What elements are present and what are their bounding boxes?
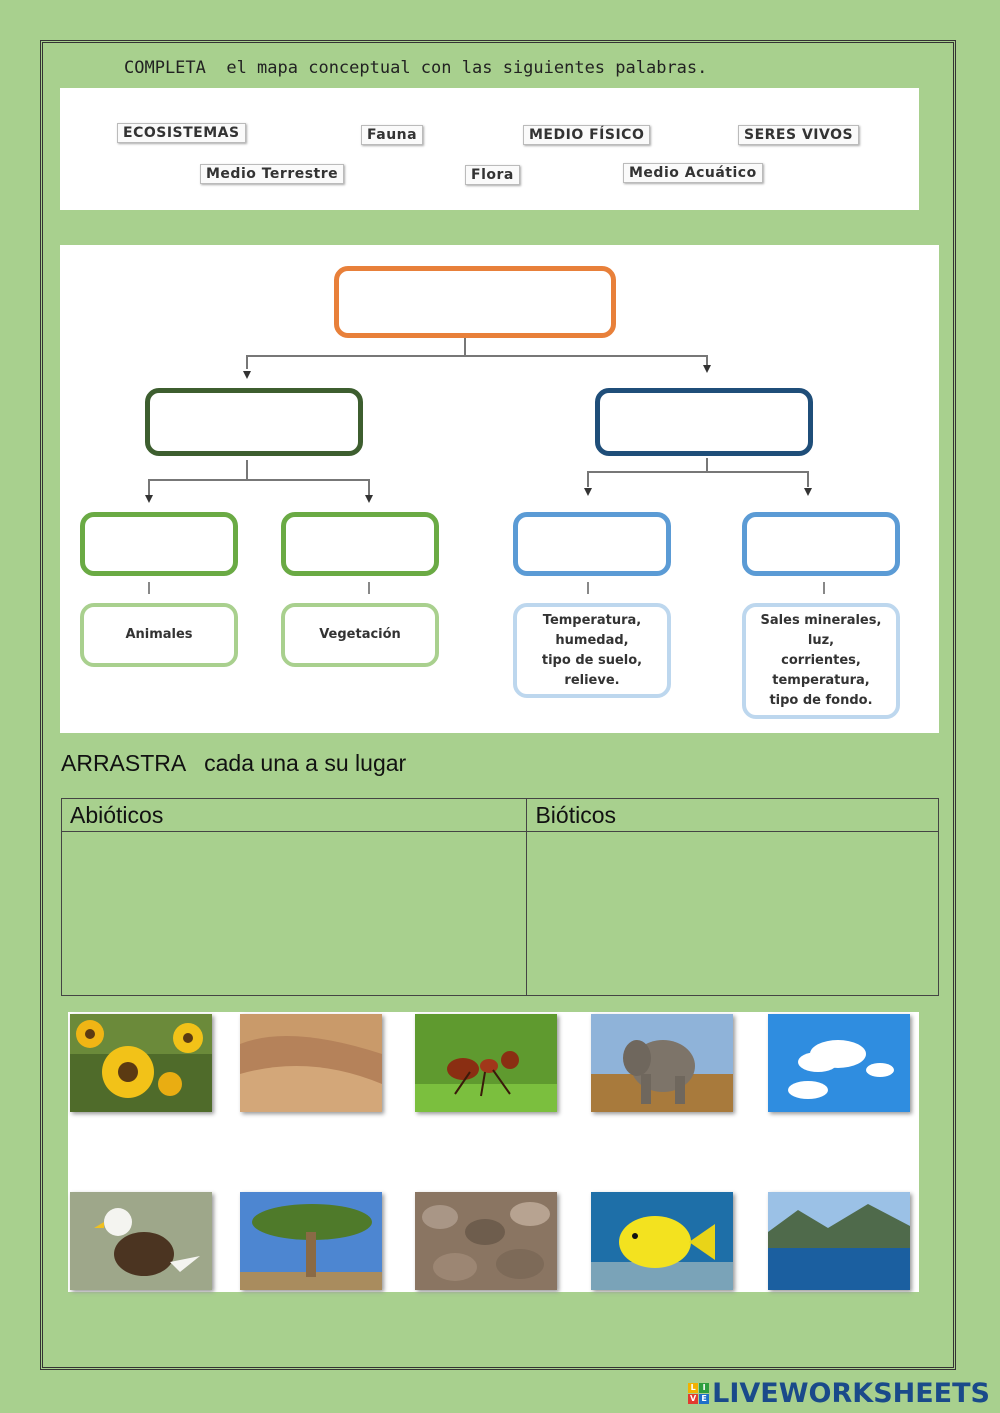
leaf-text: tipo de suelo, — [541, 652, 643, 668]
dragon-tree-icon — [240, 1192, 382, 1290]
leaf-text: tipo de fondo. — [769, 693, 873, 708]
connector-line — [246, 460, 248, 480]
map-box-left-branch[interactable] — [145, 388, 363, 456]
word-chip-fauna[interactable]: Fauna — [361, 125, 423, 145]
leaf-animales — [80, 603, 238, 667]
word-chip-seres-vivos[interactable]: SERES VIVOS — [738, 125, 859, 145]
arrow-down-icon — [703, 365, 711, 373]
connector-tick — [368, 582, 370, 594]
connector-line — [246, 355, 708, 357]
arrow-down-icon — [243, 371, 251, 379]
connector-line — [706, 458, 708, 472]
sort-table — [61, 798, 939, 996]
word-chip-medio-fisico[interactable]: MEDIO FÍSICO — [523, 125, 650, 145]
map-box-flora-slot[interactable] — [281, 512, 439, 576]
arrow-down-icon — [584, 488, 592, 496]
logo-mark-letter: V — [690, 1394, 697, 1403]
word-bank — [60, 88, 919, 210]
connector-line — [587, 471, 589, 487]
leaf-text: humedad, — [555, 632, 629, 648]
logo-mark-icon — [688, 1383, 709, 1404]
ant-icon — [415, 1014, 557, 1112]
header-abioticos: Abióticos — [62, 799, 527, 832]
ant-image[interactable] — [415, 1014, 557, 1112]
map-box-acuatico-slot[interactable] — [742, 512, 900, 576]
leaf-text: corrientes, — [781, 653, 861, 668]
leaf-text: Vegetación — [319, 627, 401, 642]
yellow-fish-icon — [591, 1192, 733, 1290]
dragon-tree-image[interactable] — [240, 1192, 382, 1290]
connector-line — [246, 355, 248, 369]
arrow-down-icon — [145, 495, 153, 503]
liveworksheets-logo — [688, 1378, 990, 1409]
drop-zone-bioticos[interactable] — [527, 832, 939, 996]
word-chip-ecosistemas[interactable]: ECOSISTEMAS — [117, 123, 246, 143]
logo-mark-letter: I — [699, 1383, 709, 1393]
yellow-fish-image[interactable] — [591, 1192, 733, 1290]
connector-tick — [587, 582, 589, 594]
concept-map — [60, 245, 939, 733]
logo-mark-letter: E — [699, 1394, 709, 1404]
connector-line — [807, 471, 809, 487]
desert-dunes-icon — [240, 1014, 382, 1112]
word-chip-medio-terrestre[interactable]: Medio Terrestre — [200, 164, 344, 184]
instruction-text: COMPLETA el mapa conceptual con las siguientes palabras. — [124, 58, 708, 78]
connector-line — [464, 338, 466, 356]
word-chip-flora[interactable]: Flora — [465, 165, 520, 185]
map-box-terrestre-slot[interactable] — [513, 512, 671, 576]
leaf-text: temperatura, — [772, 673, 870, 688]
sunflowers-image[interactable] — [70, 1014, 212, 1112]
lake-image[interactable] — [768, 1192, 910, 1290]
connector-line — [587, 471, 809, 473]
image-gallery — [68, 1012, 919, 1292]
rocks-icon — [415, 1192, 557, 1290]
connector-line — [148, 479, 370, 481]
clouds-sky-icon — [768, 1014, 910, 1112]
leaf-text: Temperatura, — [542, 612, 642, 628]
leaf-acuatico-factors — [742, 603, 900, 719]
word-chip-medio-acuatico[interactable]: Medio Acuático — [623, 163, 763, 183]
leaf-text: relieve. — [564, 672, 620, 688]
connector-tick — [823, 582, 825, 594]
leaf-text: Sales minerales, — [760, 613, 882, 628]
rocks-image[interactable] — [415, 1192, 557, 1290]
elephant-icon — [591, 1014, 733, 1112]
clouds-image[interactable] — [768, 1014, 910, 1112]
leaf-text: Animales — [125, 627, 193, 642]
logo-mark-letter: L — [688, 1383, 698, 1393]
map-box-root[interactable] — [334, 266, 616, 338]
elephant-image[interactable] — [591, 1014, 733, 1112]
map-box-right-branch[interactable] — [595, 388, 813, 456]
lake-icon — [768, 1192, 910, 1290]
desert-image[interactable] — [240, 1014, 382, 1112]
leaf-text: luz, — [807, 633, 835, 648]
arrow-down-icon — [804, 488, 812, 496]
eagle-image[interactable] — [70, 1192, 212, 1290]
leaf-terrestre-factors — [513, 603, 671, 698]
map-box-fauna-slot[interactable] — [80, 512, 238, 576]
connector-tick — [148, 582, 150, 594]
logo-text: LIVEWORKSHEETS — [712, 1378, 990, 1409]
header-bioticos: Bióticos — [527, 799, 939, 832]
drag-instruction: ARRASTRA cada una a su lugar — [61, 750, 407, 776]
connector-line — [148, 479, 150, 495]
leaf-vegetacion — [281, 603, 439, 667]
connector-line — [706, 355, 708, 365]
connector-line — [368, 479, 370, 495]
arrow-down-icon — [365, 495, 373, 503]
eagle-icon — [70, 1192, 212, 1290]
drop-zone-abioticos[interactable] — [62, 832, 527, 996]
sunflowers-icon — [70, 1014, 212, 1112]
